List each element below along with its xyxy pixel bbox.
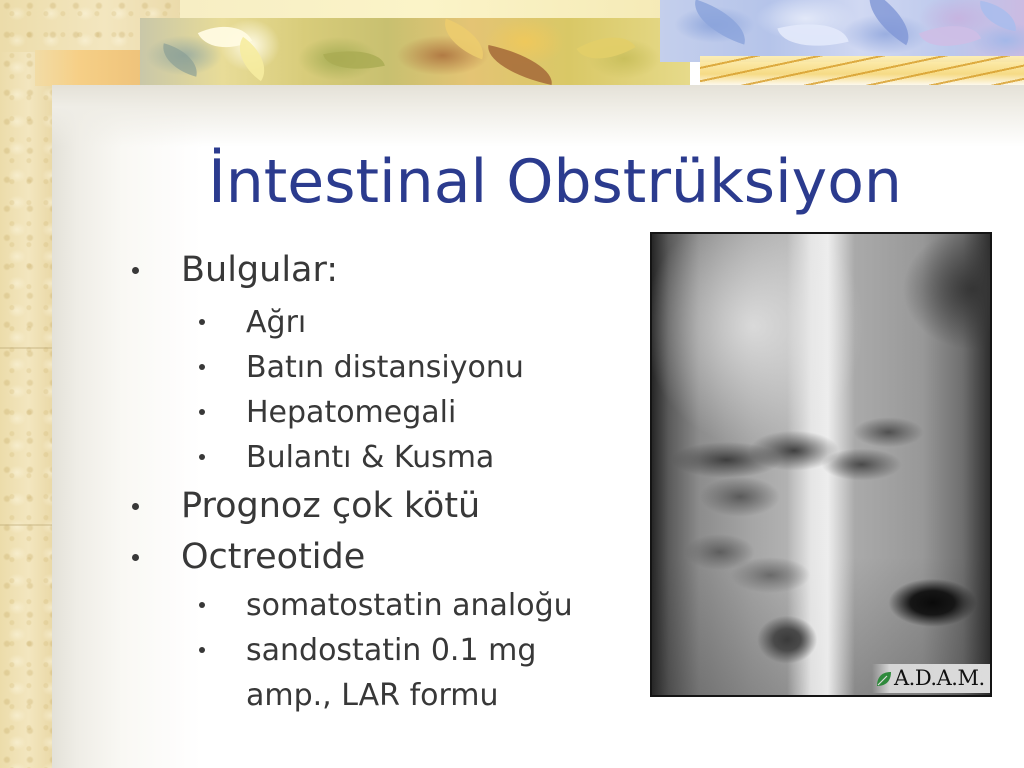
logo-text: A.D.A.M. (894, 666, 985, 690)
leaf-decoration (158, 43, 203, 77)
banner-orange-block (35, 50, 145, 86)
banner-yellow-band (180, 0, 670, 20)
sub-bullet-row (128, 628, 643, 673)
leaf-decoration (483, 45, 557, 85)
bullet-item (128, 247, 643, 480)
sub-bullet-dot-icon (199, 647, 205, 653)
adam-logo (872, 664, 990, 693)
bullet-row (128, 483, 643, 529)
sub-bullet-dot-icon (199, 364, 205, 370)
sub-bullet-text: sandostatin 0.1 mg (246, 633, 537, 668)
sub-bullet-item (128, 435, 643, 480)
sub-bullet-dot-icon (199, 319, 205, 325)
sub-bullet-text: somatostatin analoğu (246, 588, 573, 623)
leaf-decoration (976, 1, 1020, 32)
sub-bullet-row (128, 390, 643, 435)
xray-image (650, 232, 992, 697)
sub-bullet-list (128, 583, 643, 718)
sub-bullet-item (128, 628, 643, 718)
leaf-decoration (687, 0, 753, 45)
bullet-text: Bulgular: (181, 250, 339, 290)
sub-bullet-row (128, 300, 643, 345)
sub-bullet-dot-icon (199, 409, 205, 415)
sub-bullet-item (128, 583, 643, 628)
sub-bullet-text: amp., LAR formu (246, 678, 499, 713)
border-seam (0, 524, 52, 526)
sub-bullet-item (128, 300, 643, 345)
sub-bullet-text: Hepatomegali (246, 395, 457, 430)
leaf-decoration (857, 0, 921, 45)
border-seam (0, 347, 52, 349)
banner-blue-leaves (660, 0, 1024, 62)
bullet-row (128, 247, 643, 293)
bullet-dot-icon (132, 554, 139, 561)
left-border-texture (0, 0, 52, 768)
leaf-decoration (323, 42, 385, 78)
sub-bullet-item (128, 390, 643, 435)
sub-bullet-list (128, 300, 643, 480)
banner-shadow (52, 85, 1024, 147)
bullet-item (128, 483, 643, 529)
bullet-text: Prognoz çok kötü (181, 486, 481, 526)
bullet-list (128, 247, 643, 718)
sub-bullet-text: Bulantı & Kusma (246, 440, 495, 475)
leaf-decoration (576, 23, 635, 73)
sub-bullet-row (128, 435, 643, 480)
bullet-text: Octreotide (181, 537, 366, 577)
sub-bullet-item (128, 345, 643, 390)
sub-bullet-dot-icon (199, 602, 205, 608)
sub-bullet-row (128, 345, 643, 390)
banner-leaves-strip (140, 18, 690, 86)
sub-bullet-text: Batın distansiyonu (246, 350, 524, 385)
banner-straw-strip (700, 56, 1024, 86)
bullet-dot-icon (132, 267, 139, 274)
bullet-dot-icon (132, 503, 139, 510)
sub-bullet-dot-icon (199, 454, 205, 460)
leaf-icon (875, 670, 893, 688)
bullet-row (128, 534, 643, 580)
leaf-decoration (437, 19, 491, 60)
sub-bullet-text: Ağrı (246, 305, 307, 340)
slide-title: İntestinal Obstrüksiyon (208, 147, 902, 217)
bullet-item (128, 534, 643, 718)
sub-bullet-continuation (128, 673, 643, 718)
leaf-decoration (777, 12, 848, 57)
sub-bullet-row (128, 583, 643, 628)
leaf-decoration (919, 13, 981, 60)
